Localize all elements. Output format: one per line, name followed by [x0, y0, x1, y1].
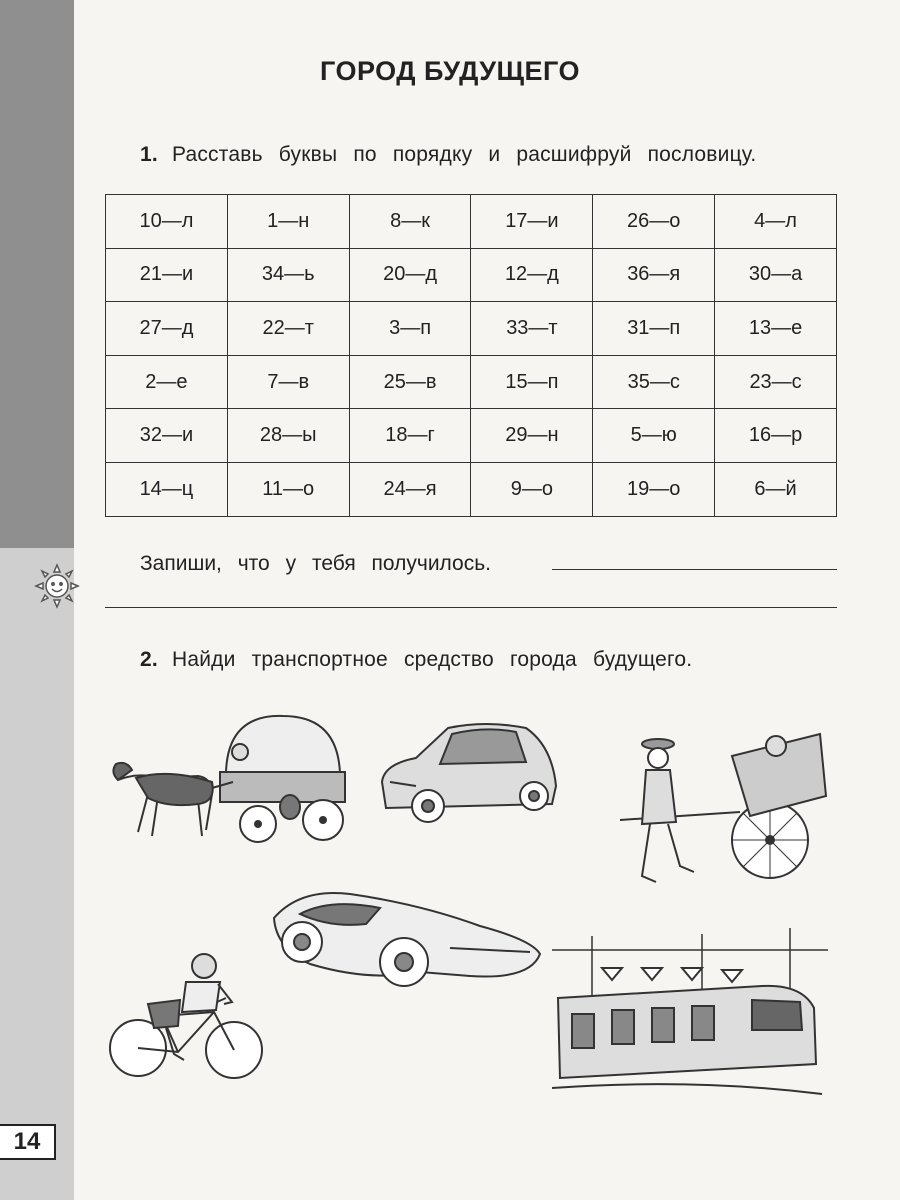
write-prompt-word: получилось. [371, 552, 492, 575]
table-row [106, 462, 837, 516]
task-2-word: средство [403, 648, 494, 671]
table-row [106, 302, 837, 356]
task-2-number: 2. [140, 648, 158, 671]
table-cell: 11—о [227, 462, 349, 516]
car-picture[interactable] [376, 716, 562, 826]
table-cell: 14—ц [106, 462, 228, 516]
table-row [106, 195, 837, 249]
table-cell: 34—ь [227, 248, 349, 302]
table-cell: 9—о [471, 462, 593, 516]
table-cell: 36—я [593, 248, 715, 302]
table-cell: 25—в [349, 355, 471, 409]
table-cell: 7—в [227, 355, 349, 409]
table-cell: 22—т [227, 302, 349, 356]
table-cell: 24—я [349, 462, 471, 516]
concept-car-picture[interactable] [270, 884, 544, 998]
table-cell: 32—и [106, 409, 228, 463]
answer-line-2[interactable] [105, 607, 837, 608]
table-cell: 29—н [471, 409, 593, 463]
table-cell: 5—ю [593, 409, 715, 463]
cipher-table [105, 194, 837, 517]
table-cell: 35—с [593, 355, 715, 409]
side-band-bottom [0, 548, 74, 1200]
task-2-instruction [140, 648, 692, 672]
task-2-word: города [509, 648, 577, 671]
table-cell: 4—л [715, 195, 837, 249]
table-cell: 1—н [227, 195, 349, 249]
sun-icon [34, 563, 80, 609]
table-cell: 3—п [349, 302, 471, 356]
answer-line-1[interactable] [552, 569, 837, 570]
table-cell: 6—й [715, 462, 837, 516]
task-1-word: и [488, 143, 501, 166]
table-cell: 26—о [593, 195, 715, 249]
table-cell: 23—с [715, 355, 837, 409]
table-row [106, 409, 837, 463]
table-cell: 10—л [106, 195, 228, 249]
rickshaw-picture[interactable] [620, 726, 830, 892]
task-1-word: пословицу. [647, 143, 757, 166]
table-cell: 17—и [471, 195, 593, 249]
table-cell: 18—г [349, 409, 471, 463]
write-prompt-word: тебя [311, 552, 356, 575]
table-cell: 12—д [471, 248, 593, 302]
table-cell: 8—к [349, 195, 471, 249]
table-cell: 21—и [106, 248, 228, 302]
table-cell: 20—д [349, 248, 471, 302]
task-1-word: Расставь [171, 143, 263, 166]
page-title: ГОРОД БУДУЩЕГО [320, 56, 580, 86]
task-1-number: 1. [140, 143, 158, 166]
table-cell: 19—о [593, 462, 715, 516]
bicycle-picture[interactable] [108, 950, 268, 1086]
write-prompt-word: Запиши, [140, 552, 222, 575]
table-cell: 16—р [715, 409, 837, 463]
task-2-word: будущего. [592, 648, 693, 671]
task-1-word: расшифруй [516, 143, 632, 166]
task-2-word: Найди [171, 648, 236, 671]
write-prompt-word: у [285, 552, 297, 575]
train-picture[interactable] [552, 928, 828, 1100]
write-prompt-word: что [237, 552, 270, 575]
task-2-word: транспортное [251, 648, 388, 671]
table-cell: 30—а [715, 248, 837, 302]
table-cell: 28—ы [227, 409, 349, 463]
table-row [106, 248, 837, 302]
page-number: 14 [0, 1124, 56, 1160]
task-1-word: буквы [278, 143, 338, 166]
table-cell: 15—п [471, 355, 593, 409]
table-cell: 33—т [471, 302, 593, 356]
write-prompt [140, 552, 491, 576]
task-1-word: порядку [392, 143, 473, 166]
table-cell: 2—е [106, 355, 228, 409]
table-row [106, 355, 837, 409]
table-cell: 13—е [715, 302, 837, 356]
horse-wagon-picture[interactable] [108, 712, 348, 852]
table-cell: 27—д [106, 302, 228, 356]
table-cell: 31—п [593, 302, 715, 356]
task-1-word: по [353, 143, 377, 166]
task-1-instruction [140, 143, 756, 167]
